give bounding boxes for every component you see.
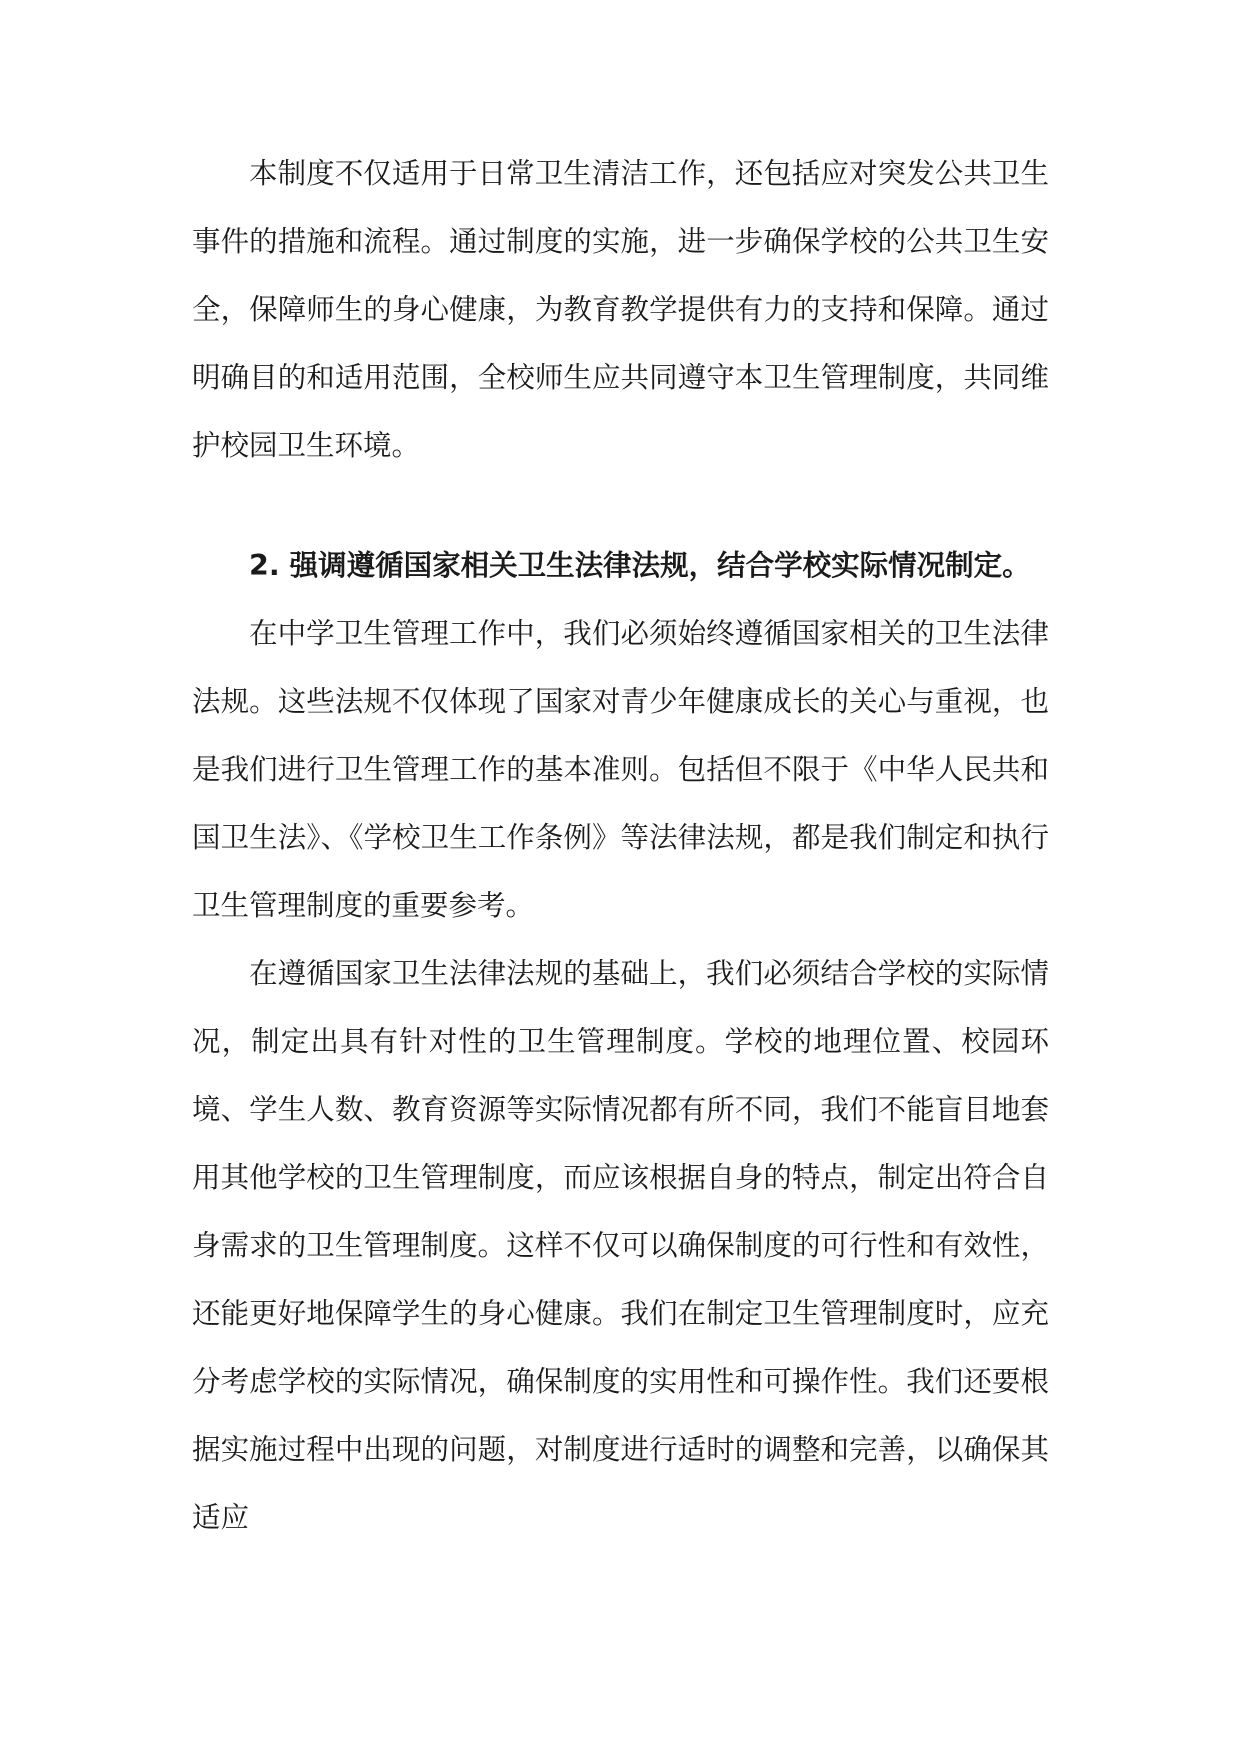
body-paragraph: 在中学卫生管理工作中，我们必须始终遵循国家相关的卫生法律法规。这些法规不仅体现了国家对青少年健康成长的关心与重视，也是我们进行卫生管理工作的基本准则。包括但不限于《中华人民共和国卫生法》、《学校卫生工作条例》等法律法规，都是我们制定和执行卫生管理制度的重要参考。: [192, 617, 1049, 922]
section-heading: 2. 强调遵循国家相关卫生法律法规，结合学校实际情况制定。: [249, 549, 1031, 582]
document-body: [192, 140, 1049, 1552]
body-paragraph: 本制度不仅适用于日常卫生清洁工作，还包括应对突发公共卫生事件的措施和流程。通过制度的实施，进一步确保学校的公共卫生安全，保障师生的身心健康，为教育教学提供有力的支持和保障。通过明确目的和适用范围，全校师生应共同遵守本卫生管理制度，共同维护校园卫生环境。: [192, 157, 1049, 462]
body-paragraph: 在遵循国家卫生法律法规的基础上，我们必须结合学校的实际情况，制定出具有针对性的卫生管理制度。学校的地理位置、校园环境、学生人数、教育资源等实际情况都有所不同，我们不能盲目地套用其他学校的卫生管理制度，而应该根据自身的特点，制定出符合自身需求的卫生管理制度。这样不仅可以确保制度的可行性和有效性，还能更好地保障学生的身心健康。我们在制定卫生管理制度时，应充分考虑学校的实际情况，确保制度的实用性和可操作性。我们还要根据实施过程中出现的问题，对制度进行适时的调整和完善，以确保其适应: [192, 957, 1049, 1534]
